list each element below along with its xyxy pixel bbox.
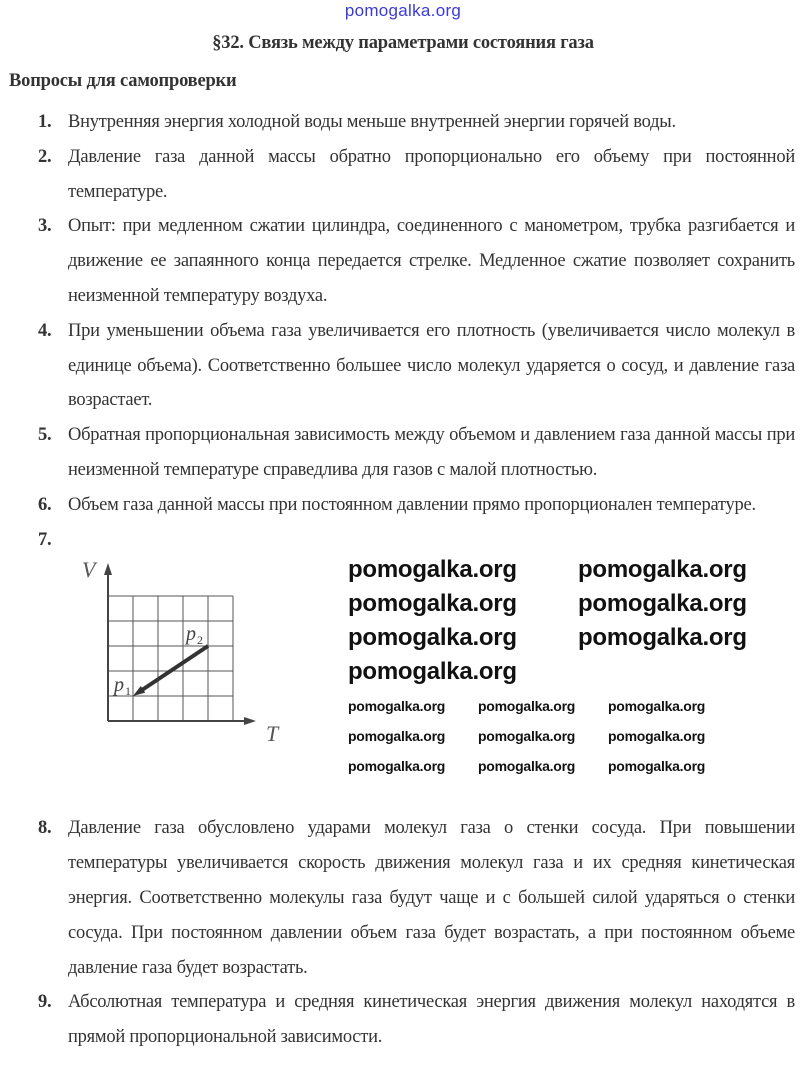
watermark: pomogalka.org bbox=[608, 698, 706, 715]
v-axis-label: V bbox=[82, 557, 96, 583]
watermark: pomogalka.org bbox=[348, 590, 517, 618]
p1-label: p bbox=[114, 674, 124, 697]
list-item bbox=[38, 523, 795, 558]
section-subtitle: Вопросы для самопроверки bbox=[9, 71, 237, 91]
p1-subscript: 1 bbox=[125, 684, 131, 699]
item-number: 1. bbox=[38, 112, 52, 132]
item-text: Давление газа обусловлено ударами молекул газа о стенки сосуда. При повышении температуры увеличивается скорость движения молекул газа и их средняя кинетическая энергия. Соответственно молекулы газа будут чаще и с большей силой ударяться о стенки сосуда. При постоянном давлении объем газа будет возрастать, а при постоянном объеме давление газа будет возрастать. bbox=[68, 818, 795, 978]
list-item bbox=[38, 209, 795, 313]
item-text bbox=[68, 523, 795, 558]
watermark: pomogalka.org bbox=[348, 728, 446, 745]
watermark: pomogalka.org bbox=[478, 758, 576, 775]
watermark: pomogalka.org bbox=[578, 590, 747, 618]
isobar-line bbox=[139, 646, 208, 692]
page-title: §32. Связь между параметрами состояния газа bbox=[212, 33, 594, 53]
watermark: pomogalka.org bbox=[348, 624, 517, 652]
list-item bbox=[38, 488, 795, 523]
item-text: Внутренняя энергия холодной воды меньше внутренней энергии горячей воды. bbox=[68, 112, 676, 132]
list-item bbox=[38, 418, 795, 488]
watermark: pomogalka.org bbox=[348, 698, 446, 715]
item-text: Абсолютная температура и средняя кинетическая энергия движения молекул находятся в прямой пропорциональной зависимости. bbox=[68, 992, 795, 1048]
watermark: pomogalka.org bbox=[478, 698, 576, 715]
item-text: Давление газа данной массы обратно пропорционально его объему при постоянной температуре. bbox=[68, 146, 795, 202]
item-number: 8. bbox=[38, 818, 52, 839]
item-number: 4. bbox=[38, 320, 52, 341]
item-number: 2. bbox=[38, 146, 52, 167]
item-number: 9. bbox=[38, 992, 52, 1013]
watermark: pomogalka.org bbox=[578, 556, 747, 584]
v-axis-arrow bbox=[104, 563, 112, 575]
watermark: pomogalka.org bbox=[608, 728, 706, 745]
list-item bbox=[38, 105, 795, 140]
watermark: pomogalka.org bbox=[348, 758, 446, 775]
item-number: 3. bbox=[38, 216, 52, 237]
vt-graph bbox=[38, 557, 795, 811]
vt-graph-svg bbox=[70, 557, 330, 811]
watermark: pomogalka.org bbox=[478, 728, 576, 745]
item-text: Объем газа данной массы при постоянном давлении прямо пропорционален температуре. bbox=[68, 494, 756, 515]
watermark: pomogalka.org bbox=[578, 624, 747, 652]
item-text: Обратная пропорциональная зависимость между объемом и давлением газа данной массы при неизменной температуре справедлива для газов с малой плотностью. bbox=[68, 425, 795, 480]
item-number: 6. bbox=[38, 494, 52, 515]
answers-list bbox=[38, 105, 795, 1055]
item-text: Опыт: при медленном сжатии цилиндра, соединенного с манометром, трубка разгибается и движение ее запаянного конца передается стрелке. Медленное сжатие позволяет сохранить неизменной температуру воздуха. bbox=[68, 216, 795, 306]
item-number: 5. bbox=[38, 425, 52, 446]
t-axis-arrow bbox=[244, 717, 256, 725]
list-item bbox=[38, 314, 795, 418]
t-axis-label: T bbox=[266, 721, 278, 747]
list-item bbox=[38, 811, 795, 985]
item-text: При уменьшении объема газа увеличивается его плотность (увеличивается число молекул в единице объема). Соответственно большее число молекул ударяется о сосуд, и давление газа возрастает. bbox=[68, 320, 795, 411]
list-item bbox=[38, 985, 795, 1055]
watermark: pomogalka.org bbox=[608, 758, 706, 775]
item-number: 7. bbox=[38, 529, 52, 550]
site-watermark-top[interactable]: pomogalka.org bbox=[344, 1, 462, 20]
watermark: pomogalka.org bbox=[348, 658, 517, 686]
watermark: pomogalka.org bbox=[348, 556, 517, 584]
p2-label: p bbox=[186, 623, 196, 646]
graph-grid bbox=[108, 596, 233, 721]
list-item bbox=[38, 140, 795, 210]
p2-subscript: 2 bbox=[197, 633, 203, 648]
